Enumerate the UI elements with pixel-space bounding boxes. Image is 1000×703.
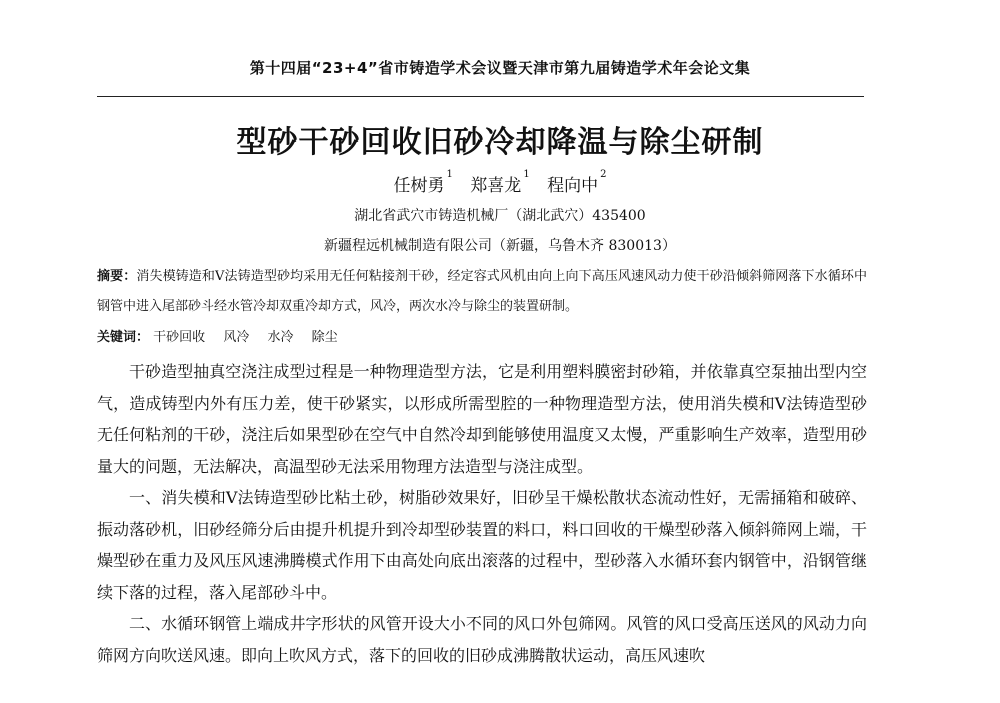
affiliation-mark: 2 [600,169,607,180]
abstract-text: 消失模铸造和V法铸造型砂均采用无任何粘接剂干砂，经定容式风机由向上向下高压风速风动力使干砂沿倾斜筛网落下水循环中钢管中进入尾部砂斗经水管冷却双重冷却方式，风冷，两次水冷与除尘的装置研制。 [97,269,867,314]
author: 程向中$^2$ [547,169,607,196]
body-paragraph: 一、消失模和V法铸造型砂比粘土砂，树脂砂效果好，旧砂呈干燥松散状态流动性好，无需捅箱和破碎、振动落砂机，旧砂经筛分后由提升机提升到冷却型砂装置的料口，料口回收的干燥型砂落入倾斜筛网上端，干燥型砂在重力及风压风速沸腾模式作用下由高处向底出滚落的过程中，型砂落入水循环套内钢管中，沿钢管继续下落的过程，落入尾部砂斗中。 [97,488,867,602]
affiliation-1: 湖北省武穴市铸造机械厂（湖北武穴）435400 [354,208,646,224]
header-rule [97,96,864,97]
keywords [97,326,867,350]
keyword: 干砂回收 [153,330,206,345]
body-paragraph: 二、水循环钢管上端成井字形状的风管开设大小不同的风口外包筛网。风管的风口受高压送风的风动力向筛网方向吹送风速。即向上吹风方式，落下的回收的旧砂成沸腾散状运动，高压风速吹 [97,614,867,665]
affiliation-2: 新疆程远机械制造有限公司（新疆，乌鲁木齐 830013） [324,238,676,254]
abstract [97,262,867,322]
author-list [0,171,1000,196]
keyword: 除尘 [311,330,338,345]
affiliation-mark: 1 [446,169,453,180]
paper-title: 型砂干砂回收旧砂冷却降温与除尘研制 [236,125,764,160]
keywords-label: 关键词： [97,330,150,345]
abstract-label: 摘要： [97,269,137,284]
body-text [97,356,867,671]
running-header: 第十四届“23+4”省市铸造学术会议暨天津市第九届铸造学术年会论文集 [249,59,751,77]
author: 任树勇$^1$ [393,169,453,196]
body-paragraph: 干砂造型抽真空浇注成型过程是一种物理造型方法，它是利用塑料膜密封砂箱，并依靠真空泵抽出型内空气，造成铸型内外有压力差，使干砂紧实，以形成所需型腔的一种物理造型方法，使用消失模和V法铸造型砂无任何粘剂的干砂，浇注后如果型砂在空气中自然冷却到能够使用温度又太慢，严重影响生产效率，造型用砂量大的问题，无法解决，高温型砂无法采用物理方法造型与浇注成型。 [97,362,867,476]
keyword: 风冷 [223,330,250,345]
keyword: 水冷 [267,330,294,345]
affiliation-mark: 1 [523,169,530,180]
author: 郑喜龙$^1$ [470,169,530,196]
